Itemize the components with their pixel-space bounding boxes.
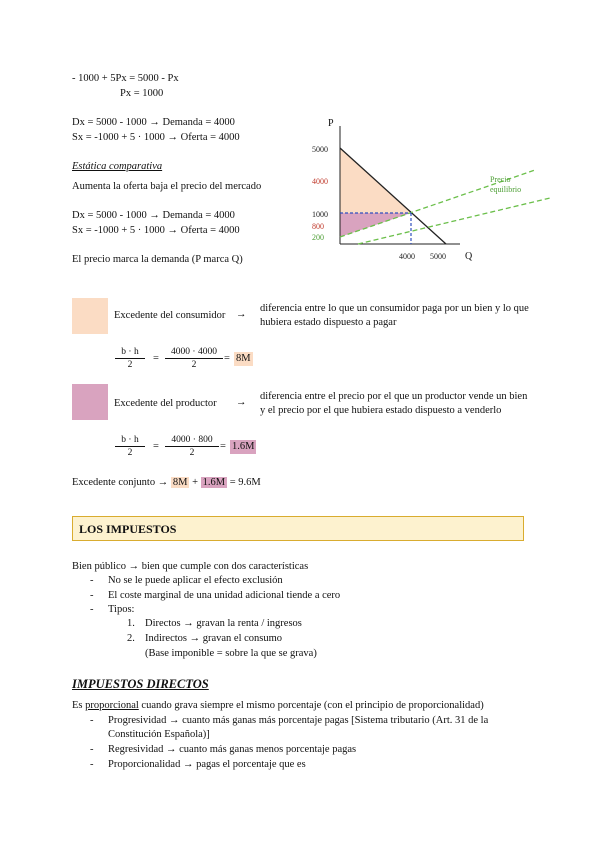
formula-fraction-values (165, 346, 223, 371)
equals-sign: = (153, 441, 159, 452)
producer-surplus-result: 1.6M (232, 441, 255, 452)
intro-text: Es (72, 700, 83, 711)
progressivity-item-cont: Constitución Española)] (108, 729, 210, 740)
equals-sign: = (220, 441, 226, 452)
producer-definition: diferencia entre el precio por el que un productor vende un bien (260, 391, 528, 402)
bullet-dash: - (90, 744, 94, 755)
formula-fraction (115, 346, 145, 371)
proportional-definition (72, 699, 484, 713)
proportionality-item: Proporcionalidad → pagas el porcentaje que es (108, 759, 306, 770)
price-note: El precio marca la demanda (P marca Q) (72, 254, 243, 265)
demand-equation: Dx = 5000 - 1000 → Demanda = 4000 (72, 117, 235, 128)
supply-equation-2: Sx = -1000 + 5 · 1000 → Oferta = 4000 (72, 225, 240, 236)
bullet-item: No se le puede aplicar el efecto exclusión (108, 575, 283, 586)
public-good-intro: Bien público → bien que cumple con dos características (72, 561, 309, 572)
intro-text: cuando grava siempre el mismo porcentaje (con el principio de proporcionalidad) (141, 700, 484, 711)
bullet-dash: - (90, 759, 94, 770)
list-number: 1. (127, 618, 135, 629)
fraction-numerator: b · h (115, 434, 145, 447)
fraction-denominator: 2 (127, 448, 133, 458)
plus-sign: + (192, 477, 198, 488)
equilibrium-label: Precio (490, 175, 511, 184)
bullet-dash: - (90, 590, 94, 601)
supply-demand-graph (300, 112, 556, 268)
tax-base-note: (Base imponible = sobre la que se grava) (145, 648, 317, 659)
fraction-numerator: 4000 · 800 (165, 434, 219, 447)
demand-equation-2: Dx = 5000 - 1000 → Demanda = 4000 (72, 210, 235, 221)
list-number: 2. (127, 633, 135, 644)
tick-x-4000: 4000 (399, 252, 415, 261)
equals-sign: = (153, 353, 159, 364)
fraction-denominator: 2 (191, 360, 197, 370)
tick-800: 800 (312, 222, 324, 231)
section-heading: LOS IMPUESTOS (79, 522, 177, 536)
producer-surplus-swatch (72, 384, 108, 420)
tick-1000: 1000 (312, 210, 328, 219)
joint-total: = 9.6M (229, 477, 261, 488)
joint-producer-value: 1.6M (202, 477, 226, 488)
equals-sign: = (224, 353, 230, 364)
y-axis-label: P (328, 118, 334, 129)
tick-x-5000: 5000 (430, 252, 446, 261)
underlined-term: proporcional (85, 700, 139, 711)
consumer-definition-2: hubiera estado dispuesto a pagar (260, 317, 397, 328)
section-subtitle: Estática comparativa (72, 161, 163, 172)
bullet-item: Tipos: (108, 604, 135, 615)
producer-definition-2: y el precio por el que hubiera estado dispuesto a venderlo (260, 405, 502, 416)
tick-200: 200 (312, 233, 324, 242)
supply-equation: Sx = -1000 + 5 · 1000 → Oferta = 4000 (72, 132, 240, 143)
tax-type-indirect: Indirectos → gravan el consumo (145, 633, 283, 644)
joint-surplus-label: Excedente conjunto → (72, 477, 169, 488)
tick-4000: 4000 (312, 177, 328, 186)
regressivity-item: Regresividad → cuanto más ganas menos porcentaje pagas (108, 744, 357, 755)
joint-surplus (72, 476, 261, 490)
arrow: → (236, 397, 247, 408)
section-heading-box (72, 516, 524, 541)
consumer-surplus-swatch (72, 298, 108, 334)
joint-consumer-value: 8M (172, 477, 188, 488)
formula-fraction-values (165, 434, 219, 459)
subsection-heading: IMPUESTOS DIRECTOS (72, 677, 209, 691)
x-axis-label: Q (465, 251, 473, 262)
tax-type-direct: Directos → gravan la renta / ingresos (145, 618, 302, 629)
fraction-denominator: 2 (189, 448, 195, 458)
fraction-denominator: 2 (127, 360, 133, 370)
bullet-dash: - (90, 604, 94, 615)
static-description: Aumenta la oferta baja el precio del mercado (72, 181, 262, 192)
fraction-numerator: 4000 · 4000 (165, 346, 223, 359)
formula-fraction (115, 434, 145, 459)
equation-line: - 1000 + 5Px = 5000 - Px (72, 73, 179, 84)
consumer-surplus-label: Excedente del consumidor (114, 310, 226, 321)
tick-5000: 5000 (312, 145, 328, 154)
progressivity-item: Progresividad → cuanto más ganas más porcentaje pagas [Sistema tributario (Art. 31 de la (108, 715, 489, 726)
equation-result: Px = 1000 (120, 88, 164, 99)
arrow: → (236, 309, 247, 320)
consumer-definition: diferencia entre lo que un consumidor paga por un bien y lo que (260, 303, 529, 314)
bullet-item: El coste marginal de una unidad adicional tiende a cero (108, 590, 341, 601)
consumer-surplus-result: 8M (236, 353, 251, 364)
producer-surplus-label: Excedente del productor (114, 398, 217, 409)
bullet-dash: - (90, 715, 94, 726)
equilibrium-label-2: equilibrio (490, 185, 522, 194)
bullet-dash: - (90, 575, 94, 586)
fraction-numerator: b · h (115, 346, 145, 359)
